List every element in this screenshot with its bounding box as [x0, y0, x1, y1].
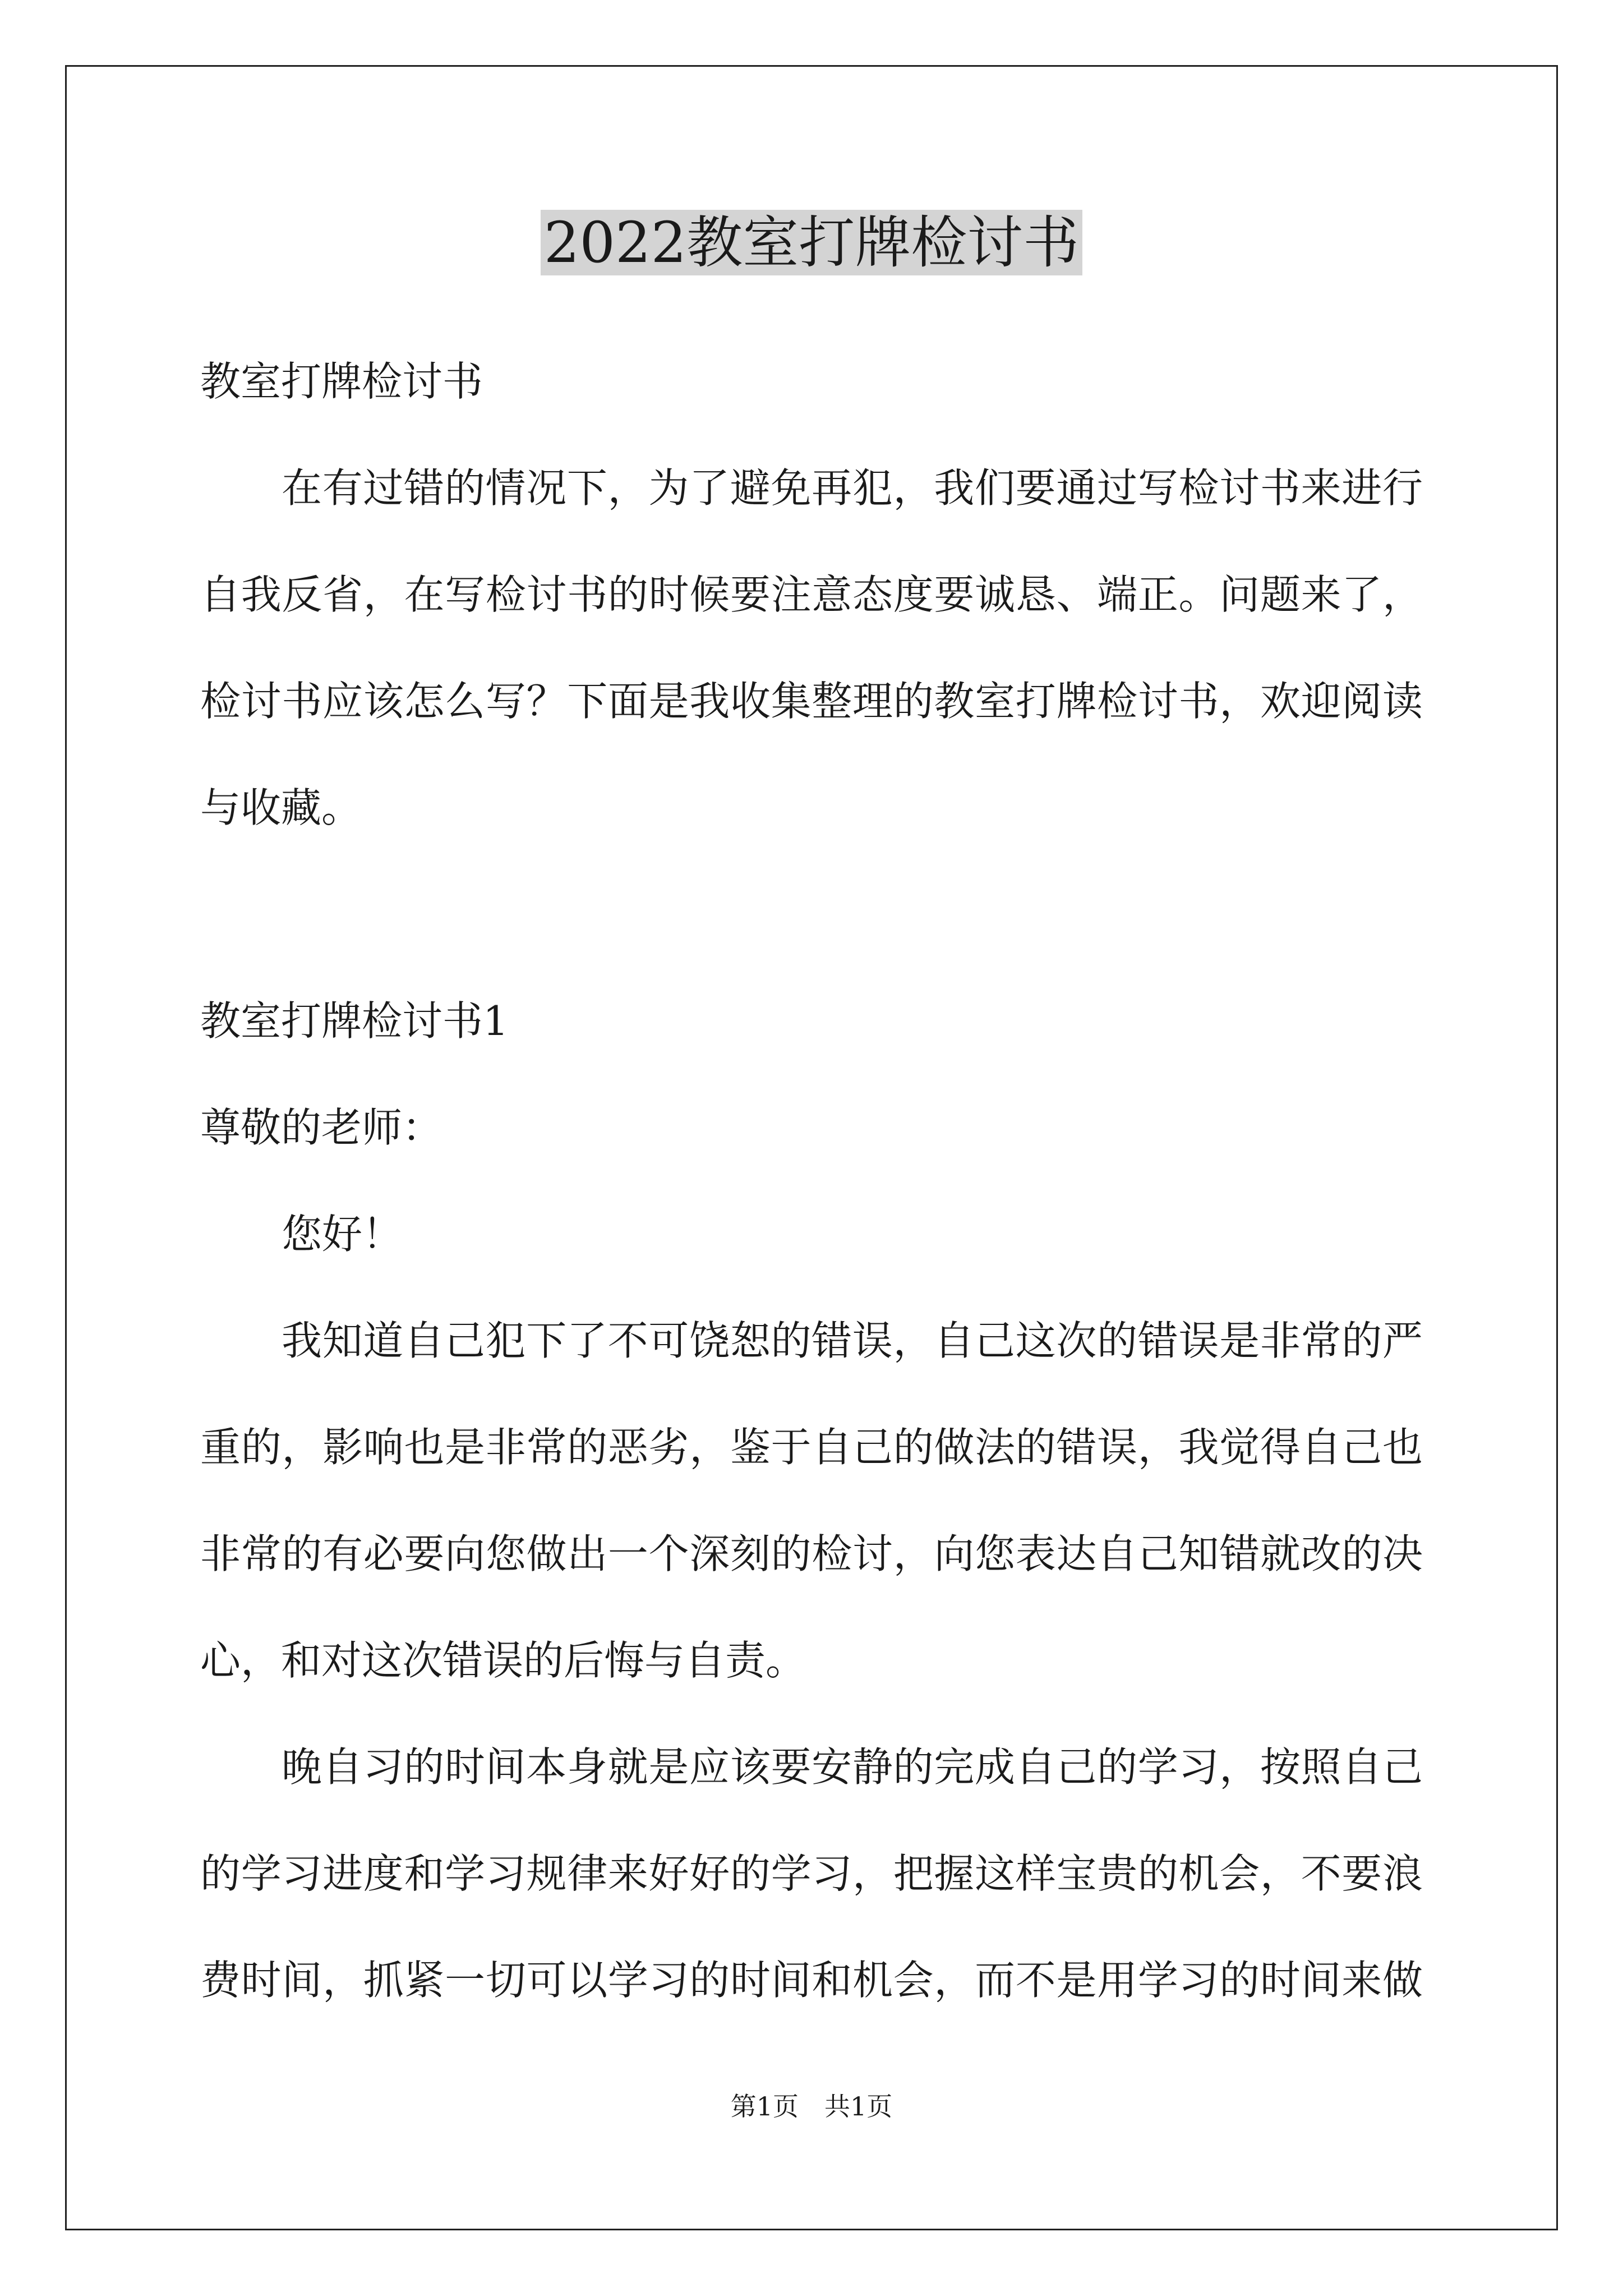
section-heading: 教室打牌检讨书1 [200, 997, 509, 1045]
paragraph-line: 检讨书应该怎么写？下面是我收集整理的教室打牌检讨书，欢迎阅读 [200, 678, 1423, 725]
paragraph-line: 重的，影响也是非常的恶劣，鉴于自己的做法的错误，我觉得自己也 [200, 1424, 1423, 1471]
paragraph-line: 心，和对这次错误的后悔与自责。 [200, 1637, 806, 1684]
paragraph-line: 非常的有必要向您做出一个深刻的检讨，向您表达自己知错就改的决 [200, 1530, 1423, 1577]
document-title-text: 2022教室打牌检讨书 [541, 210, 1083, 275]
section-heading: 教室打牌检讨书 [200, 358, 483, 405]
page-footer: 第1页 共1页 [730, 2091, 893, 2122]
greeting: 您好！ [282, 1211, 403, 1258]
document-title [0, 206, 1623, 279]
salutation: 尊敬的老师： [200, 1104, 443, 1151]
paragraph-line: 自我反省，在写检讨书的时候要注意态度要诚恳、端正。问题来了， [200, 571, 1423, 618]
paragraph-line: 与收藏。 [200, 784, 362, 831]
paragraph-line: 在有过错的情况下，为了避免再犯，我们要通过写检讨书来进行 [282, 464, 1423, 512]
paragraph-line: 的学习进度和学习规律来好好的学习，把握这样宝贵的机会，不要浪 [200, 1850, 1423, 1897]
paragraph-line: 晚自习的时间本身就是应该要安静的完成自己的学习，按照自己 [282, 1743, 1423, 1791]
paragraph-line: 我知道自己犯下了不可饶恕的错误，自己这次的错误是非常的严 [282, 1317, 1423, 1364]
paragraph-line: 费时间，抓紧一切可以学习的时间和机会，而不是用学习的时间来做 [200, 1957, 1423, 2004]
